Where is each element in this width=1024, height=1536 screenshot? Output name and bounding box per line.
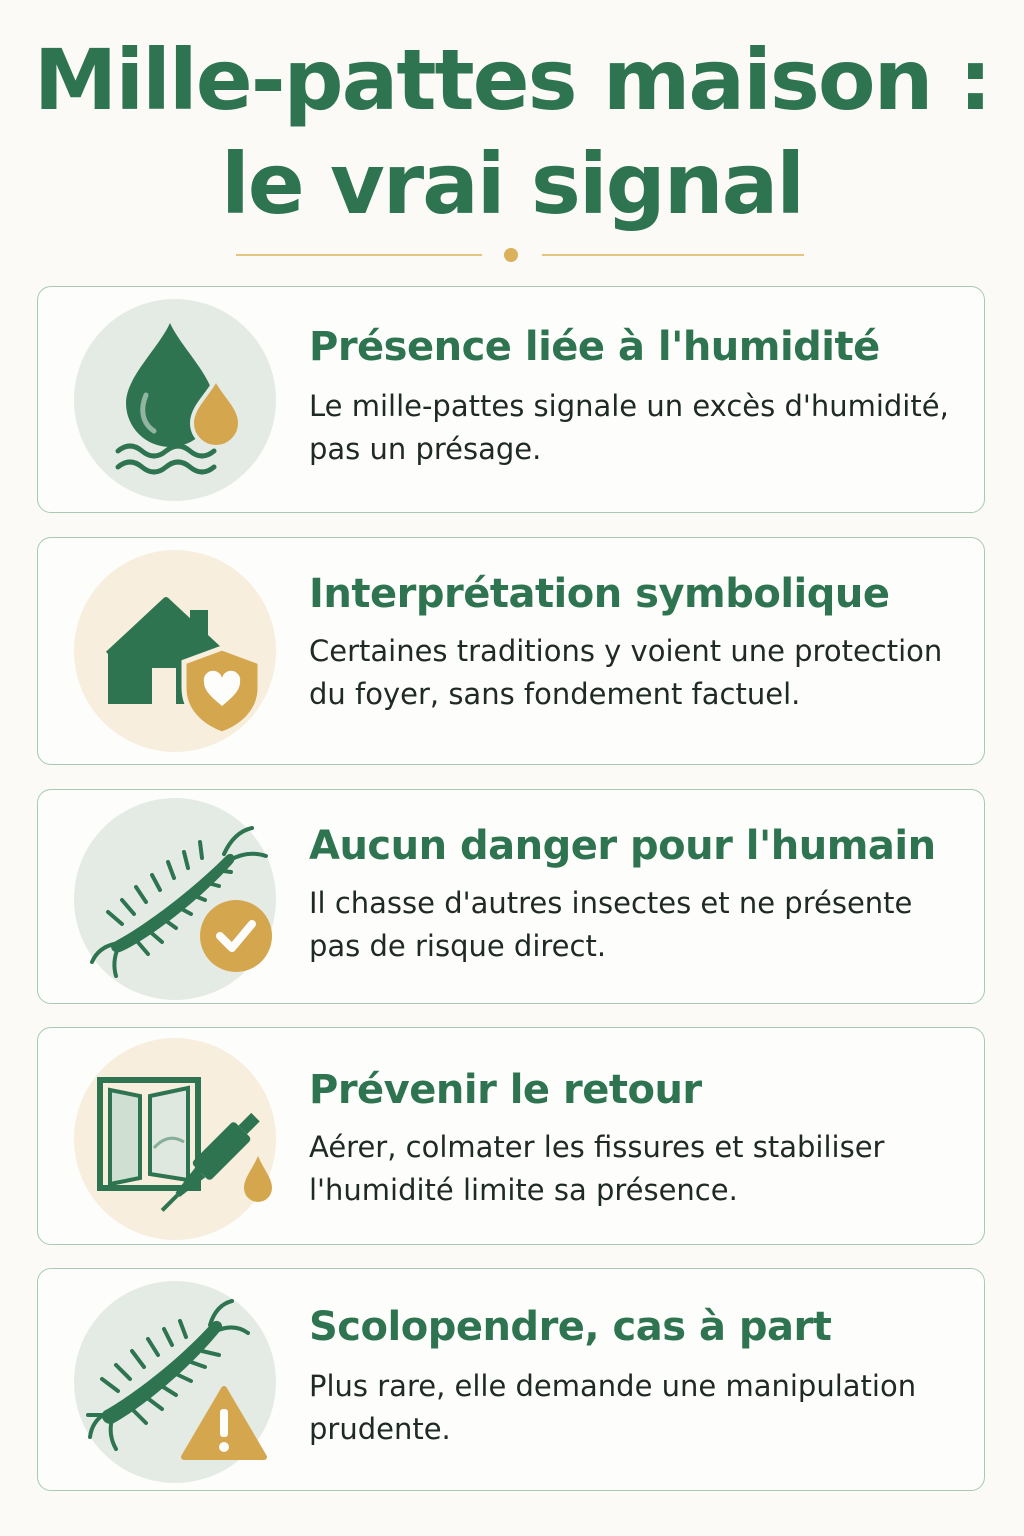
window-sealant-icon xyxy=(74,1038,276,1240)
divider-line-left xyxy=(236,254,482,256)
divider-line-right xyxy=(542,254,804,256)
card-symbolic xyxy=(37,537,985,765)
card-text: Le mille-pattes signale un excès d'humidité, pas un présage. xyxy=(309,389,949,466)
card-title: Interprétation symbolique xyxy=(309,571,890,617)
card-no-danger xyxy=(37,789,985,1004)
card-title: Aucun danger pour l'humain xyxy=(309,823,936,869)
card-text: Aérer, colmater les fissures et stabiliser l'humidité limite sa présence. xyxy=(309,1130,885,1207)
card-text: Certaines traditions y voient une protection du foyer, sans fondement factuel. xyxy=(309,634,943,711)
page-title xyxy=(0,28,1024,236)
centipede-warning-icon xyxy=(74,1281,276,1483)
card-title: Présence liée à l'humidité xyxy=(309,324,880,370)
divider-dot xyxy=(504,248,518,262)
water-drop-icon xyxy=(74,299,276,501)
card-humidity xyxy=(37,286,985,513)
title-divider xyxy=(236,248,804,262)
card-text: Plus rare, elle demande une manipulation prudente. xyxy=(309,1369,917,1446)
card-title: Scolopendre, cas à part xyxy=(309,1304,832,1350)
page-title-line-2: le vrai signal xyxy=(220,135,804,233)
card-title: Prévenir le retour xyxy=(309,1067,702,1113)
card-scolopendra xyxy=(37,1268,985,1491)
centipede-check-icon xyxy=(74,798,276,1000)
card-prevent xyxy=(37,1027,985,1245)
house-shield-icon xyxy=(74,550,276,752)
card-text: Il chasse d'autres insectes et ne présente pas de risque direct. xyxy=(309,886,913,963)
page-title-line-1: Mille-pattes maison : xyxy=(33,31,991,129)
